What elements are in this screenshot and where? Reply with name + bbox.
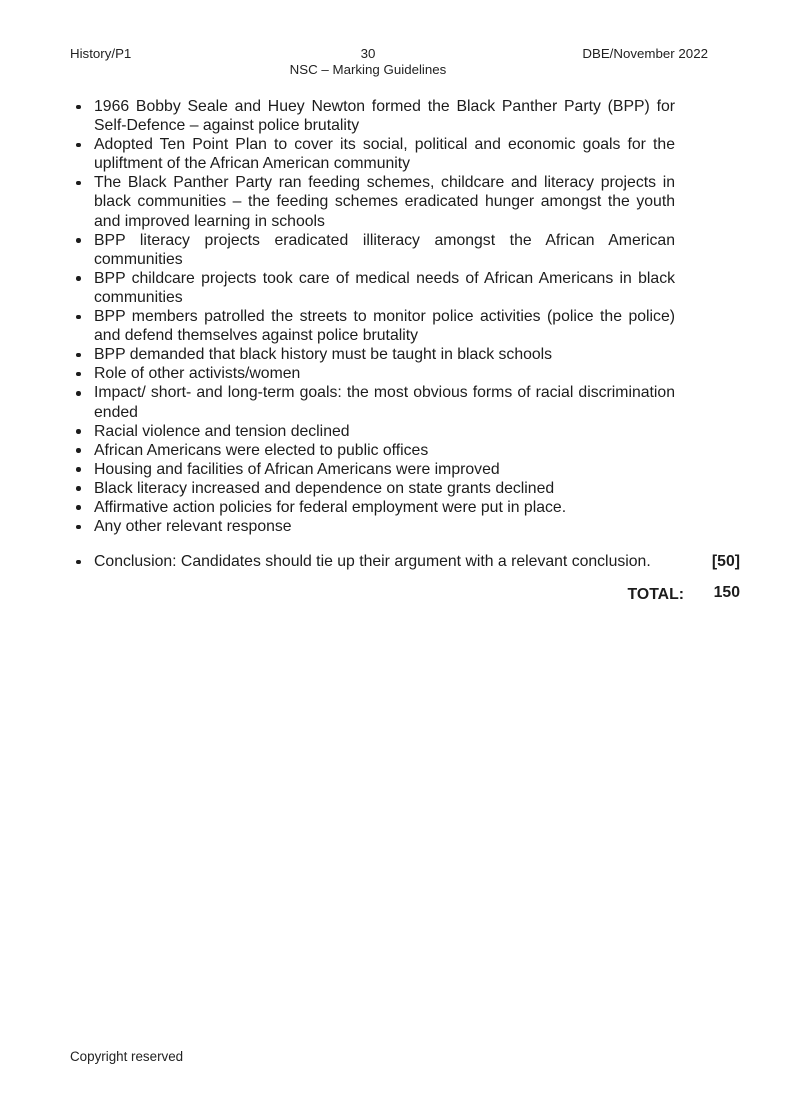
bullet-icon bbox=[76, 315, 81, 320]
list-item bbox=[70, 460, 675, 479]
list-item-text: Racial violence and tension declined bbox=[94, 422, 350, 440]
list-item bbox=[70, 231, 675, 269]
bullet-icon bbox=[76, 391, 81, 396]
list-item bbox=[70, 269, 675, 307]
list-item bbox=[70, 364, 675, 383]
total-label: TOTAL: bbox=[627, 586, 684, 603]
list-item-text: Black literacy increased and dependence on state grants declined bbox=[94, 479, 555, 497]
list-item-text: BPP childcare projects took care of medical needs of African Americans in black communities bbox=[94, 269, 675, 306]
bullet-icon bbox=[76, 486, 81, 491]
list-item-text: BPP members patrolled the streets to monitor police activities (police the police) and defend themselves against police brutality bbox=[94, 308, 675, 345]
list-item bbox=[70, 345, 675, 364]
bullet-icon bbox=[76, 372, 81, 377]
list-item bbox=[70, 173, 675, 230]
list-item-text: Adopted Ten Point Plan to cover its social, political and economic goals for the upliftment of the African American community bbox=[94, 136, 675, 173]
list-item bbox=[70, 97, 675, 135]
list-item-text: African Americans were elected to public offices bbox=[94, 441, 429, 459]
list-item-text: The Black Panther Party ran feeding schemes, childcare and literacy projects in black communities – the feeding schemes eradicated hunger amongst the youth and improved learning in schools bbox=[94, 174, 675, 230]
list-item bbox=[70, 441, 675, 460]
bullet-icon bbox=[76, 105, 81, 110]
list-item bbox=[70, 517, 675, 536]
bullet-icon bbox=[76, 276, 81, 281]
list-item-text: BPP demanded that black history must be taught in black schools bbox=[94, 346, 553, 364]
bullet-icon bbox=[76, 505, 81, 510]
list-item-text: Any other relevant response bbox=[94, 518, 292, 536]
bullet-icon bbox=[76, 525, 81, 530]
page-number: 30 bbox=[360, 46, 376, 61]
list-item-text: Impact/ short- and long-term goals: the most obvious forms of racial discrimination ended bbox=[94, 384, 675, 421]
bullet-icon bbox=[76, 353, 81, 358]
list-item bbox=[70, 135, 675, 173]
list-item bbox=[70, 383, 675, 421]
list-item bbox=[70, 498, 675, 517]
bullet-list bbox=[70, 97, 675, 536]
total-value: 150 bbox=[713, 584, 740, 601]
list-item-text: BPP literacy projects eradicated illiteracy amongst the African American communities bbox=[94, 231, 675, 268]
footer-copyright: Copyright reserved bbox=[70, 1049, 184, 1064]
bullet-icon bbox=[76, 143, 81, 148]
list-item-text: Affirmative action policies for federal employment were put in place. bbox=[94, 498, 567, 516]
bullet-icon bbox=[76, 467, 81, 472]
bullet-icon bbox=[76, 238, 81, 243]
bullet-icon bbox=[76, 181, 81, 186]
total-row bbox=[70, 585, 740, 604]
bullet-icon bbox=[76, 448, 81, 453]
bullet-icon bbox=[76, 560, 81, 565]
list-item bbox=[70, 479, 675, 498]
list-item bbox=[70, 307, 675, 345]
list-item-text: Role of other activists/women bbox=[94, 365, 301, 383]
header-exam-session: DBE/November 2022 bbox=[582, 46, 708, 61]
bullet-icon bbox=[76, 429, 81, 434]
conclusion-row bbox=[70, 552, 740, 571]
header-subtitle: NSC – Marking Guidelines bbox=[289, 62, 447, 77]
header-doc-code: History/P1 bbox=[70, 46, 132, 61]
list-item bbox=[70, 422, 675, 441]
list-item-text: 1966 Bobby Seale and Huey Newton formed the Black Panther Party (BPP) for Self-Defence – against police brutality bbox=[94, 98, 675, 135]
list-item-text: Housing and facilities of African Americans were improved bbox=[94, 460, 500, 478]
header-center bbox=[290, 46, 447, 78]
marks-badge: [50] bbox=[711, 553, 740, 570]
conclusion-text: Conclusion: Candidates should tie up their argument with a relevant conclusion. bbox=[94, 553, 651, 570]
